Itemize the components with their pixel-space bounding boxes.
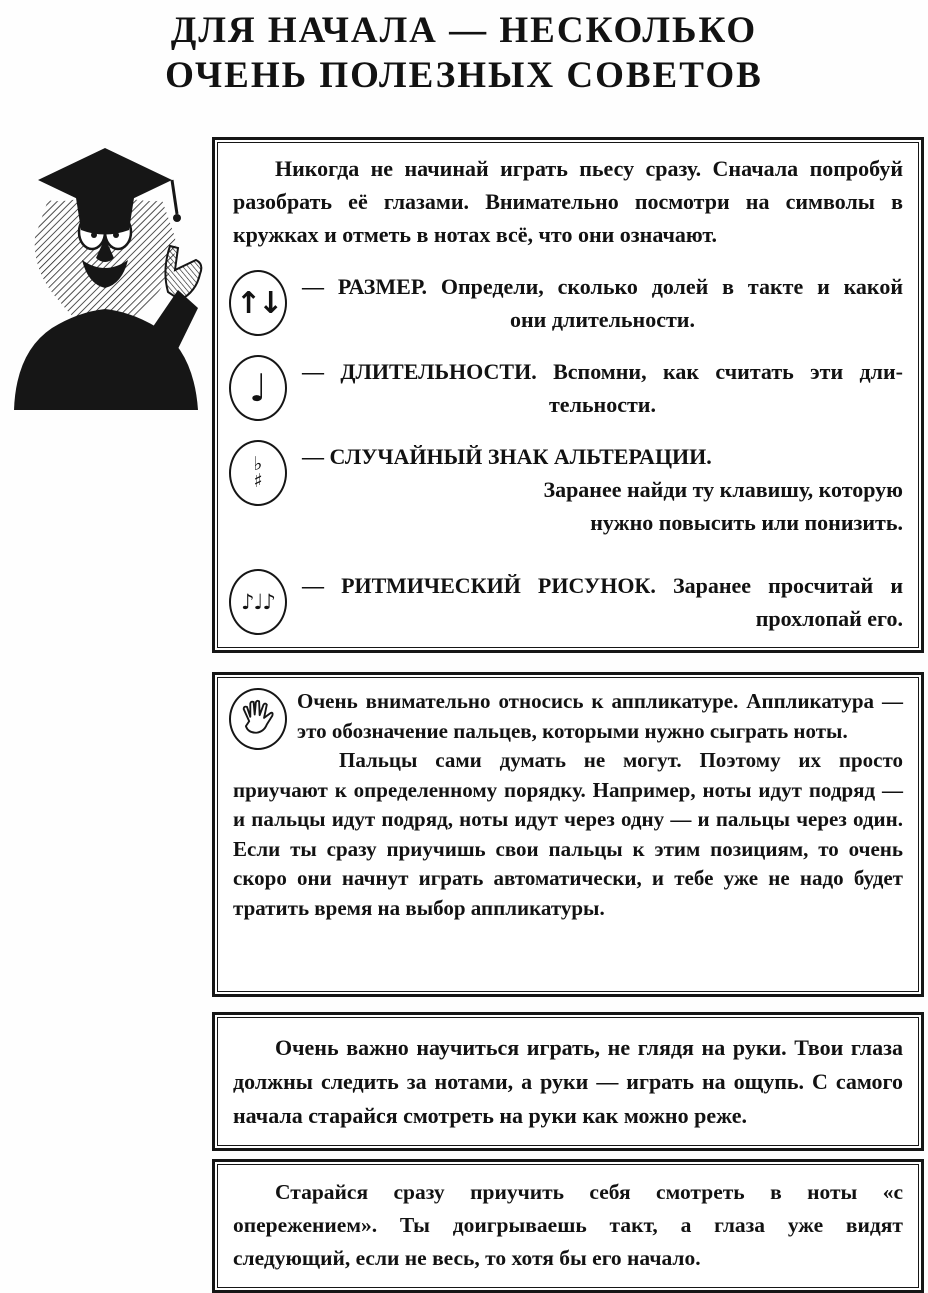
no-look-box bbox=[212, 1012, 924, 1151]
tip-accidentals-text bbox=[302, 440, 903, 539]
hand-icon bbox=[229, 688, 287, 750]
read-first-tips-box bbox=[212, 137, 924, 653]
tip-item-durations bbox=[233, 355, 903, 421]
tip-accidentals-line2: Заранее найди ту клавишу, которую bbox=[543, 477, 903, 502]
fingering-para1: Очень внимательно относись к аппликатуре. Аппликатура — это обозначение пальцев, которыми нужно сыграть ноты. bbox=[297, 689, 903, 743]
no-look-box-inner bbox=[217, 1017, 919, 1146]
accidentals-icon bbox=[229, 440, 287, 506]
note-glyph: ♩ bbox=[249, 366, 267, 410]
tip-durations-line1: — ДЛИТЕЛЬНОСТИ. Вспомни, как считать эти дли- bbox=[302, 359, 903, 384]
page-title-line1: ДЛЯ НАЧАЛА — НЕСКОЛЬКО bbox=[170, 10, 758, 51]
fingering-box-inner bbox=[217, 677, 919, 992]
tip-size-line2: они длительности. bbox=[510, 307, 695, 332]
professor-illustration bbox=[10, 142, 206, 412]
look-ahead-text: Старайся сразу приучить себя смотреть в ноты «с опережением». Ты доигрываешь такт, а глаза уже видят следующий, если не весь, то хотя бы его начало. bbox=[233, 1180, 903, 1270]
tip-rhythm-line1: — РИТМИЧЕСКИЙ РИСУНОК. Заранее просчитай и bbox=[302, 573, 903, 598]
hand-glyph bbox=[236, 697, 280, 741]
tip-item-rhythm bbox=[233, 569, 903, 635]
page-title-line2: ОЧЕНЬ ПОЛЕЗНЫХ СОВЕТОВ bbox=[165, 55, 763, 96]
arrows-glyph: ↑↓ bbox=[235, 285, 281, 321]
rhythm-glyph: ♪♩♪ bbox=[241, 590, 275, 614]
tip-item-size bbox=[233, 270, 903, 336]
tip-durations-line2: тельности. bbox=[549, 392, 656, 417]
read-first-tips-box-inner bbox=[217, 142, 919, 648]
tip-rhythm-line2: прохлопай его. bbox=[755, 606, 903, 631]
tip-size-text bbox=[302, 270, 903, 336]
tip-accidentals-line3: нужно повысить или понизить. bbox=[590, 510, 903, 535]
tip-rhythm-text bbox=[302, 569, 903, 635]
tip-durations-text bbox=[302, 355, 903, 421]
quarter-note-icon bbox=[229, 355, 287, 421]
flat-glyph: ♭ bbox=[253, 453, 263, 475]
time-signature-arrows-icon bbox=[229, 270, 287, 336]
professor-icon bbox=[10, 142, 206, 412]
tip-item-accidentals bbox=[233, 440, 903, 539]
rhythm-notes-icon bbox=[229, 569, 287, 635]
look-ahead-box-inner bbox=[217, 1164, 919, 1288]
look-ahead-box bbox=[212, 1159, 924, 1293]
page-title bbox=[0, 8, 928, 98]
tip-accidentals-line1: — СЛУЧАЙНЫЙ ЗНАК АЛЬТЕРАЦИИ. bbox=[302, 444, 712, 469]
fingering-para2: Пальцы сами думать не могут. Поэтому их просто приучают к определенному порядку. Например, ноты идут подряд — и пальцы идут подряд, ноты идут через одну — и пальцы через один. Если ты сразу приучишь свои пальцы к этим позициям, то очень скоро они начнут играть автоматически, и тебе уже не надо будет тратить время на выбор аппликатуры. bbox=[233, 748, 903, 920]
no-look-text: Очень важно научиться играть, не глядя на руки. Твои глаза должны следить за нотами, а руки — играть на ощупь. С самого начала старайся смотреть на руки как можно реже. bbox=[233, 1035, 903, 1128]
sharp-glyph: ♯ bbox=[253, 470, 263, 492]
fingering-box bbox=[212, 672, 924, 997]
read-first-intro: Никогда не начинай играть пьесу сразу. Сначала попробуй разобрать её глазами. Внимательно посмотри на символы в кружках и отметь в нотах всё, что они означают. bbox=[233, 156, 903, 247]
tip-size-line1: — РАЗМЕР. Определи, сколько долей в такте и какой bbox=[302, 274, 903, 299]
